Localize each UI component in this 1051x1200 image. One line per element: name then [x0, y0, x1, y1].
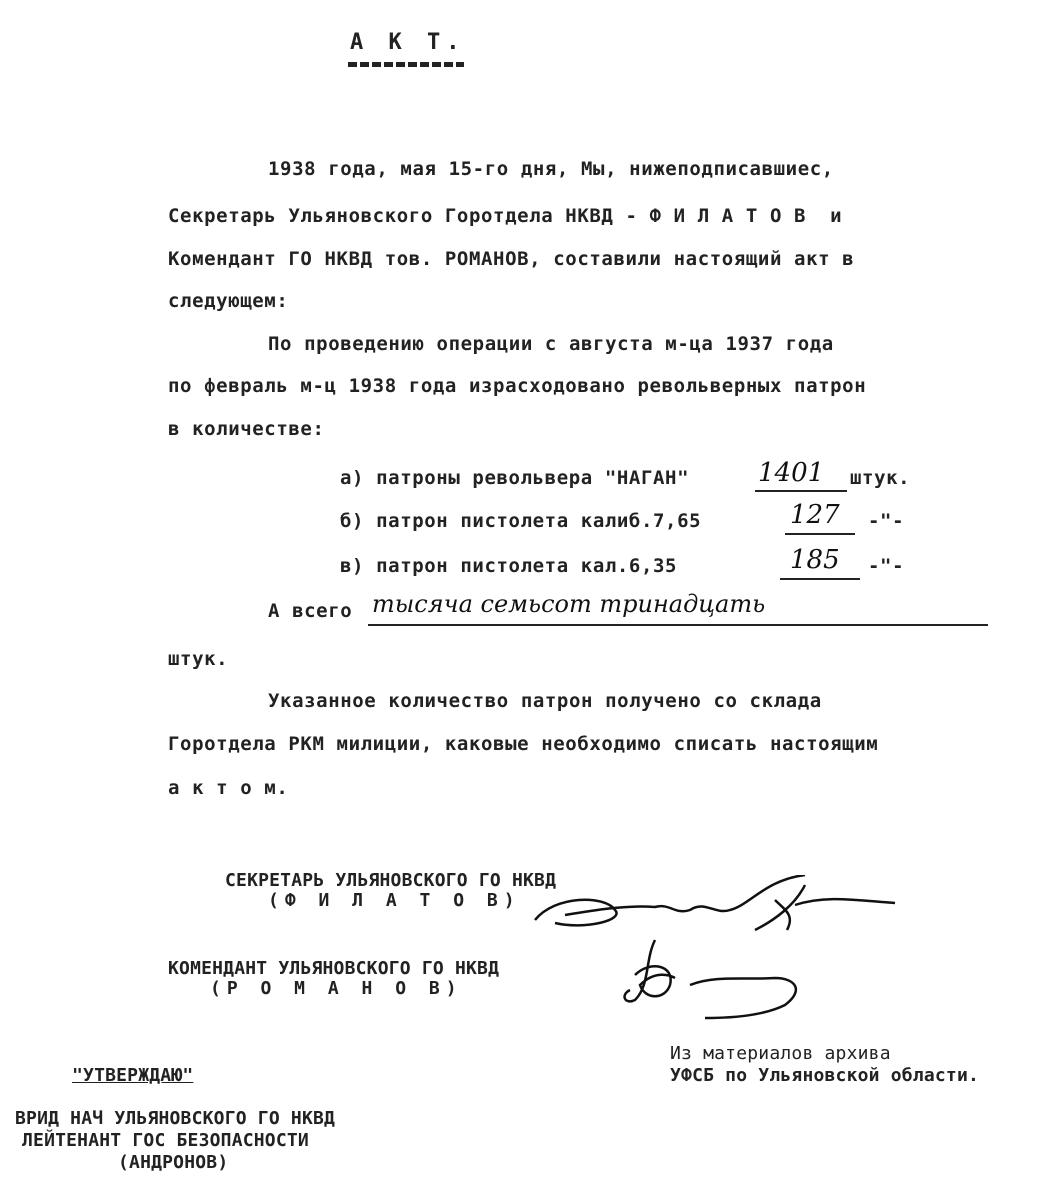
paragraph1-line4: следующем: — [168, 290, 289, 312]
item-c-count: 185 — [790, 545, 840, 575]
total-underline — [368, 624, 988, 626]
total-label: А всего — [268, 600, 353, 622]
signature2-scribble — [615, 930, 815, 1020]
paragraph3-line3: а к т о м. — [168, 777, 289, 799]
total-handwritten: тысяча семьсот тринадцать — [372, 590, 766, 618]
document-title: А К Т. — [350, 30, 466, 55]
approval-line1: ВРИД НАЧ УЛЬЯНОВСКОГО ГО НКВД — [15, 1108, 336, 1129]
approval-line3: (АНДРОНОВ) — [118, 1152, 229, 1173]
item-b-underline — [785, 533, 855, 535]
total-unit: штук. — [168, 648, 229, 670]
title-underline — [348, 62, 464, 67]
item-a-unit: штук. — [850, 467, 911, 489]
signature1-name: (Ф И Л А Т О В) — [268, 890, 521, 911]
item-a-label: а) патроны револьвера "НАГАН" — [340, 467, 690, 489]
paragraph1-line1: 1938 года, мая 15-го дня, Мы, нижеподписавшиес, — [268, 158, 834, 180]
paragraph1-line2: Секретарь Ульяновского Горотдела НКВД - Ф И Л А Т О В и — [168, 205, 843, 227]
paragraph2-line3: в количестве: — [168, 418, 325, 440]
signature1-title: СЕКРЕТАРЬ УЛЬЯНОВСКОГО ГО НКВД — [225, 870, 557, 891]
paragraph2-line2: по февраль м-ц 1938 года израсходовано револьверных патрон — [168, 375, 867, 397]
source-line1: Из материалов архива — [670, 1043, 891, 1064]
item-b-count: 127 — [790, 500, 840, 530]
signature2-name: (Р О М А Н О В) — [210, 978, 463, 999]
paragraph2-line1: По проведению операции с августа м-ца 1937 года — [268, 333, 834, 355]
item-b-label: б) патрон пистолета калиб.7,65 — [340, 510, 702, 532]
item-c-label: в) патрон пистолета кал.6,35 — [340, 555, 678, 577]
item-a-count: 1401 — [758, 458, 825, 488]
paragraph3-line2: Горотдела РКМ милиции, каковые необходимо списать настоящим — [168, 733, 879, 755]
item-a-underline — [755, 490, 847, 492]
item-b-unit: -"- — [868, 510, 905, 532]
approval-line2: ЛЕЙТЕНАНТ ГОС БЕЗОПАСНОСТИ — [22, 1130, 309, 1151]
source-line2: УФСБ по Ульяновской области. — [670, 1065, 980, 1086]
item-c-unit: -"- — [868, 555, 905, 577]
paragraph1-line3: Комендант ГО НКВД тов. РОМАНОВ, составили настоящий акт в — [168, 248, 855, 270]
approval-stamp: "УТВЕРЖДАЮ" — [72, 1065, 194, 1086]
signature2-title: КОМЕНДАНТ УЛЬЯНОВСКОГО ГО НКВД — [168, 958, 500, 979]
paragraph3-line1: Указанное количество патрон получено со склада — [268, 690, 822, 712]
item-c-underline — [780, 578, 860, 580]
